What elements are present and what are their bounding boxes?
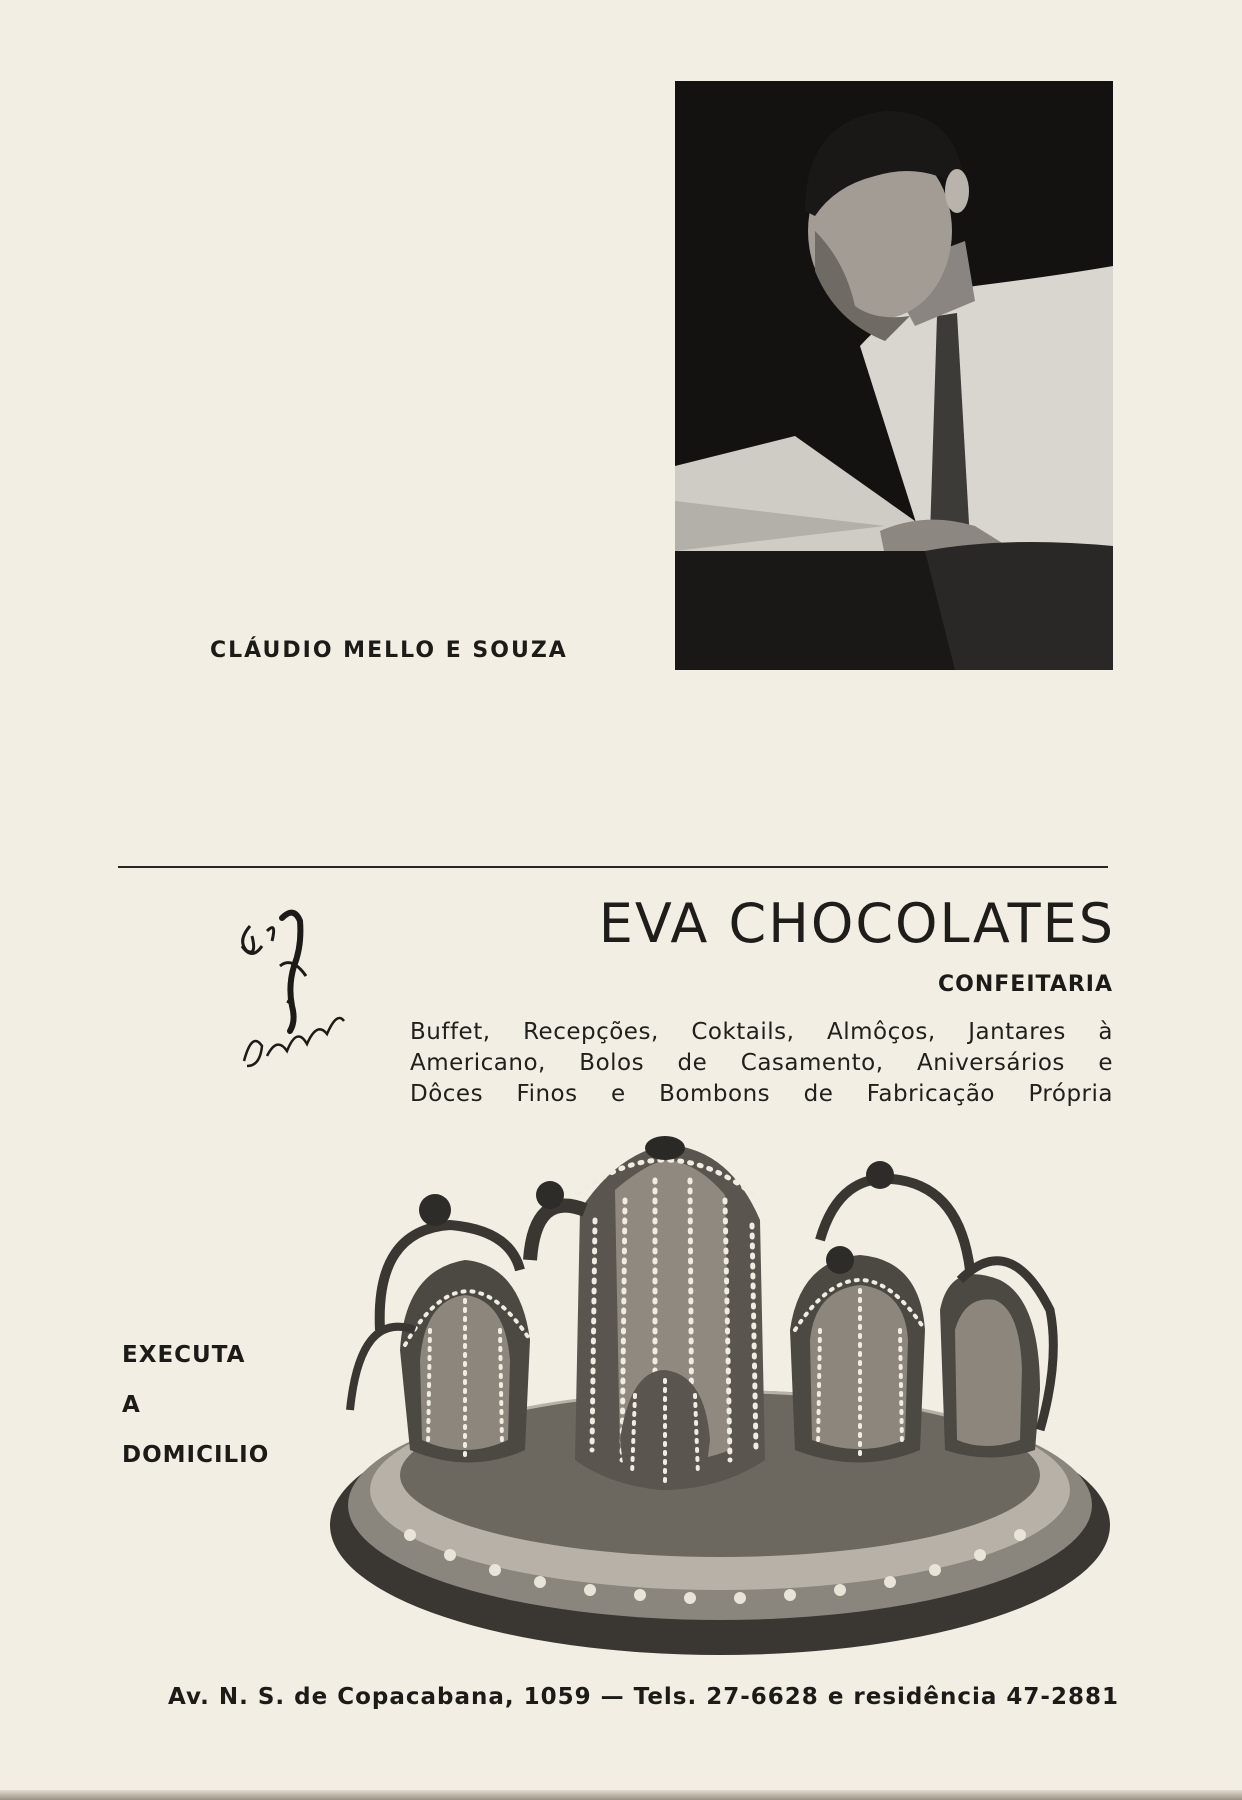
photo-caption: CLÁUDIO MELLO E SOUZA [210, 638, 568, 663]
services-text [410, 1017, 1113, 1110]
eva-logo-signature [232, 906, 357, 1086]
services-line: Dôces Finos e Bombons de Fabricação Própria [410, 1081, 1113, 1107]
section-divider [118, 866, 1108, 868]
portrait-illustration [675, 81, 1113, 670]
page-edge [0, 1790, 1242, 1800]
services-line: Buffet, Recepções, Coktails, Almôços, Jantares à [410, 1019, 1113, 1045]
portrait-photo [675, 81, 1113, 670]
services-line: Americano, Bolos de Casamento, Aniversários e [410, 1050, 1113, 1076]
address-phones: Av. N. S. de Copacabana, 1059 — Tels. 27-6628 e residência 47-2881 [168, 1684, 1119, 1710]
executa-line: EXECUTA [122, 1342, 246, 1368]
tea-set-cake-image [320, 1130, 1110, 1660]
home-delivery-note [122, 1330, 302, 1480]
executa-line: DOMICILIO [122, 1442, 270, 1468]
executa-line: A [122, 1392, 141, 1418]
brand-title: EVA CHOCOLATES [598, 892, 1115, 955]
brand-category: CONFEITARIA [938, 972, 1113, 997]
cake-illustration [320, 1130, 1110, 1660]
signature-icon [232, 906, 357, 1086]
